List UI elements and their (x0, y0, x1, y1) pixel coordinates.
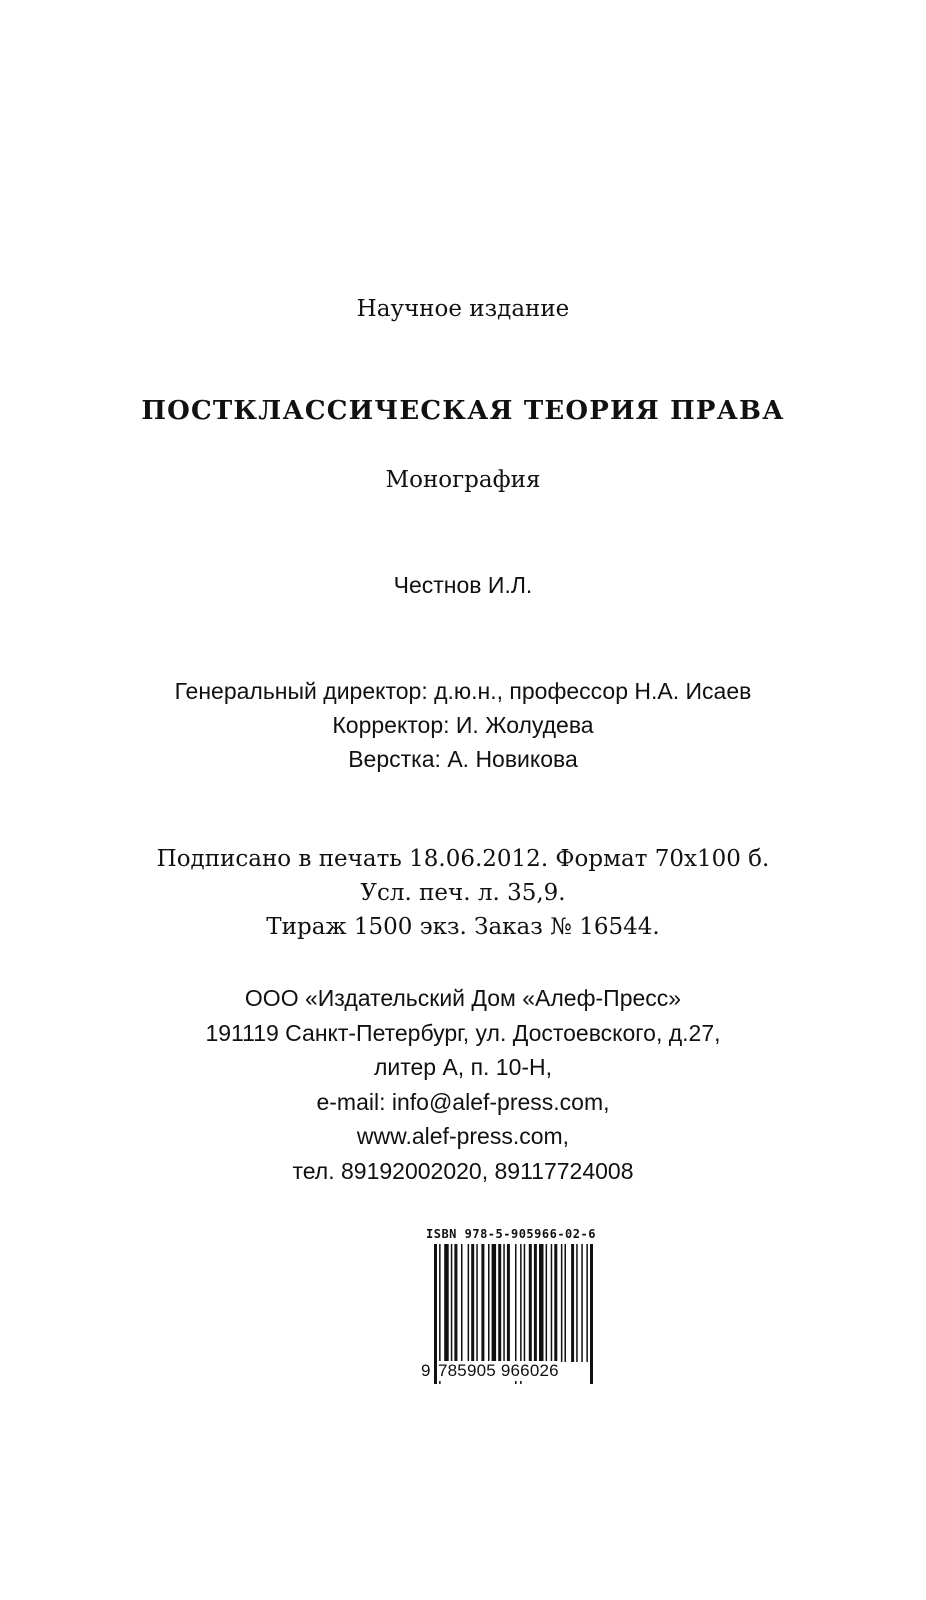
credit-corrector: Корректор: И. Жолудева (332, 712, 594, 738)
book-title: ПОСТКЛАССИЧЕСКАЯ ТЕОРИЯ ПРАВА (141, 396, 785, 426)
barcode-bar (461, 1244, 463, 1362)
barcode-bar (454, 1244, 457, 1362)
print-sheets: Усл. печ. л. 35,9. (360, 880, 566, 906)
barcode-bar (481, 1244, 484, 1362)
barcode-bar (534, 1244, 537, 1362)
publisher-address: 191119 Санкт-Петербург, ул. Достоевского, д.27, (205, 1019, 721, 1046)
barcode-bar (581, 1244, 583, 1362)
credits-block (0, 674, 926, 776)
credit-director: Генеральный директор: д.ю.н., профессор Н.А. Исаев (174, 678, 752, 704)
print-date-format: Подписано в печать 18.06.2012. Формат 70x100 б. (156, 846, 770, 872)
barcode-bar (444, 1244, 449, 1362)
barcode-bar (476, 1244, 478, 1362)
barcode-bar (590, 1244, 593, 1384)
barcode-bar (529, 1244, 532, 1362)
author-name: Честнов И.Л. (393, 572, 533, 598)
publisher-block (0, 981, 926, 1188)
genre-label: Монография (385, 467, 541, 493)
isbn-label: ISBN 978-5-905966-02-6 (426, 1227, 596, 1241)
barcode-bar (586, 1244, 588, 1362)
publisher-address-cont: литер А, п. 10-Н, (373, 1054, 553, 1080)
barcode-bar (492, 1244, 497, 1362)
publisher-email: e-mail: info@alef-press.com, (316, 1088, 610, 1115)
barcode-bar (507, 1244, 510, 1362)
barcode-bar (551, 1244, 553, 1362)
publisher-phone: тел. 89192002020, 89117724008 (292, 1157, 634, 1184)
barcode-bar (471, 1244, 474, 1362)
publisher-name: ООО «Издательский Дом «Алеф-Пресс» (244, 985, 682, 1011)
barcode-first-digit: 9 (421, 1361, 431, 1380)
print-info-block (0, 842, 926, 944)
barcode-bar (498, 1244, 501, 1362)
print-run-order: Тираж 1500 экз. Заказ № 16544. (266, 914, 660, 940)
barcode-bar (451, 1244, 453, 1362)
edition-type: Научное издание (356, 296, 570, 322)
barcode-bar (576, 1244, 578, 1362)
barcode-bar (539, 1244, 544, 1362)
barcode-bar (565, 1244, 567, 1362)
barcode-bar (503, 1244, 505, 1362)
barcode-bar (554, 1244, 557, 1362)
barcode-bar (546, 1244, 548, 1362)
credit-layout: Верстка: А. Новикова (348, 746, 578, 772)
barcode-bar (561, 1244, 563, 1362)
barcode-bar (524, 1244, 526, 1362)
publisher-website: www.alef-press.com, (356, 1123, 570, 1149)
barcode-bar (488, 1244, 490, 1362)
barcode-digit-groups: 785905 966026 (438, 1361, 559, 1380)
barcode-bar (571, 1244, 574, 1362)
barcode-bar (468, 1244, 470, 1362)
